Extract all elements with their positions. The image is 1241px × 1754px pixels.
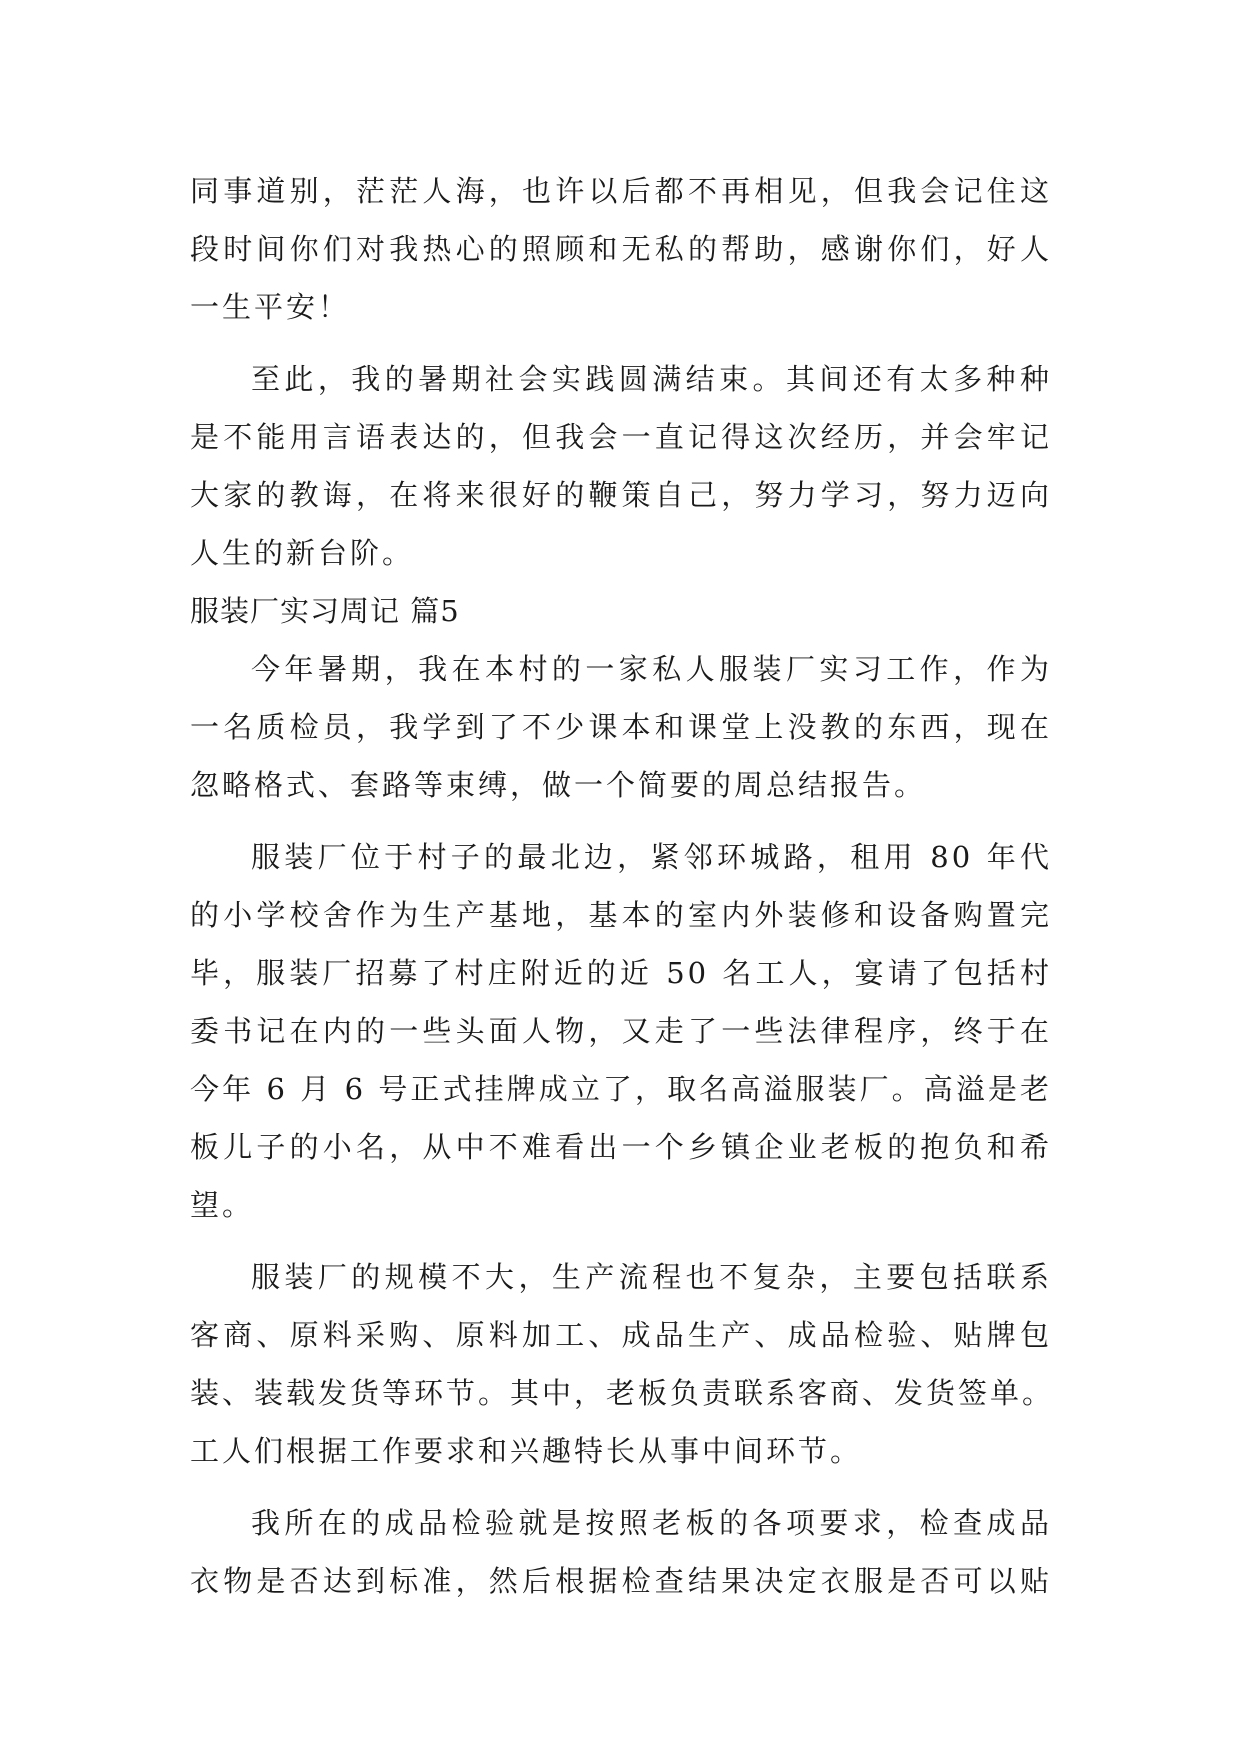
paragraph (190, 1494, 1052, 1610)
text-line: 衣物是否达到标准，然后根据检查结果决定衣服是否可以贴 (190, 1564, 1052, 1598)
paragraph (190, 828, 1052, 1234)
paragraph (190, 640, 1052, 814)
text-line: 望。 (190, 1188, 255, 1222)
text-line: 装、装载发货等环节。其中，老板负责联系客商、发货签单。 (190, 1376, 1055, 1410)
text-line: 毕，服装厂招募了村庄附近的近 50 名工人，宴请了包括村 (190, 956, 1052, 990)
text-line: 板儿子的小名，从中不难看出一个乡镇企业老板的抱负和希 (190, 1130, 1052, 1164)
text-line: 今年暑期，我在本村的一家私人服装厂实习工作，作为 (251, 652, 1052, 686)
text-line: 服装厂位于村子的最北边，紧邻环城路，租用 80 年代 (251, 840, 1052, 874)
text-line: 人生的新台阶。 (190, 536, 415, 570)
paragraph (190, 1248, 1055, 1480)
text-line: 大家的教诲，在将来很好的鞭策自己，努力学习，努力迈向 (190, 478, 1052, 512)
text-line: 服装厂的规模不大，生产流程也不复杂，主要包括联系 (251, 1260, 1052, 1294)
text-line: 一名质检员，我学到了不少课本和课堂上没教的东西，现在 (190, 710, 1052, 744)
text-line: 同事道别，茫茫人海，也许以后都不再相见，但我会记住这 (190, 174, 1052, 208)
text-line: 我所在的成品检验就是按照老板的各项要求，检查成品 (251, 1506, 1052, 1540)
text-line: 今年 6 月 6 号正式挂牌成立了，取名高溢服装厂。高溢是老 (190, 1072, 1052, 1106)
text-line: 委书记在内的一些头面人物，又走了一些法律程序，终于在 (190, 1014, 1052, 1048)
text-line: 的小学校舍作为生产基地，基本的室内外装修和设备购置完 (190, 898, 1052, 932)
paragraph (190, 350, 1052, 582)
text-line: 是不能用言语表达的，但我会一直记得这次经历，并会牢记 (190, 420, 1052, 454)
text-line: 工人们根据工作要求和兴趣特长从事中间环节。 (190, 1434, 863, 1468)
text-line: 至此，我的暑期社会实践圆满结束。其间还有太多种种 (251, 362, 1052, 396)
text-line: 一生平安！ (190, 290, 351, 324)
section-heading: 服装厂实习周记 篇5 (190, 594, 460, 628)
document-body (190, 162, 1055, 1610)
text-line: 段时间你们对我热心的照顾和无私的帮助，感谢你们，好人 (190, 232, 1052, 266)
paragraph (190, 162, 1052, 336)
text-line: 客商、原料采购、原料加工、成品生产、成品检验、贴牌包 (190, 1318, 1052, 1352)
text-line: 忽略格式、套路等束缚，做一个简要的周总结报告。 (190, 768, 927, 802)
